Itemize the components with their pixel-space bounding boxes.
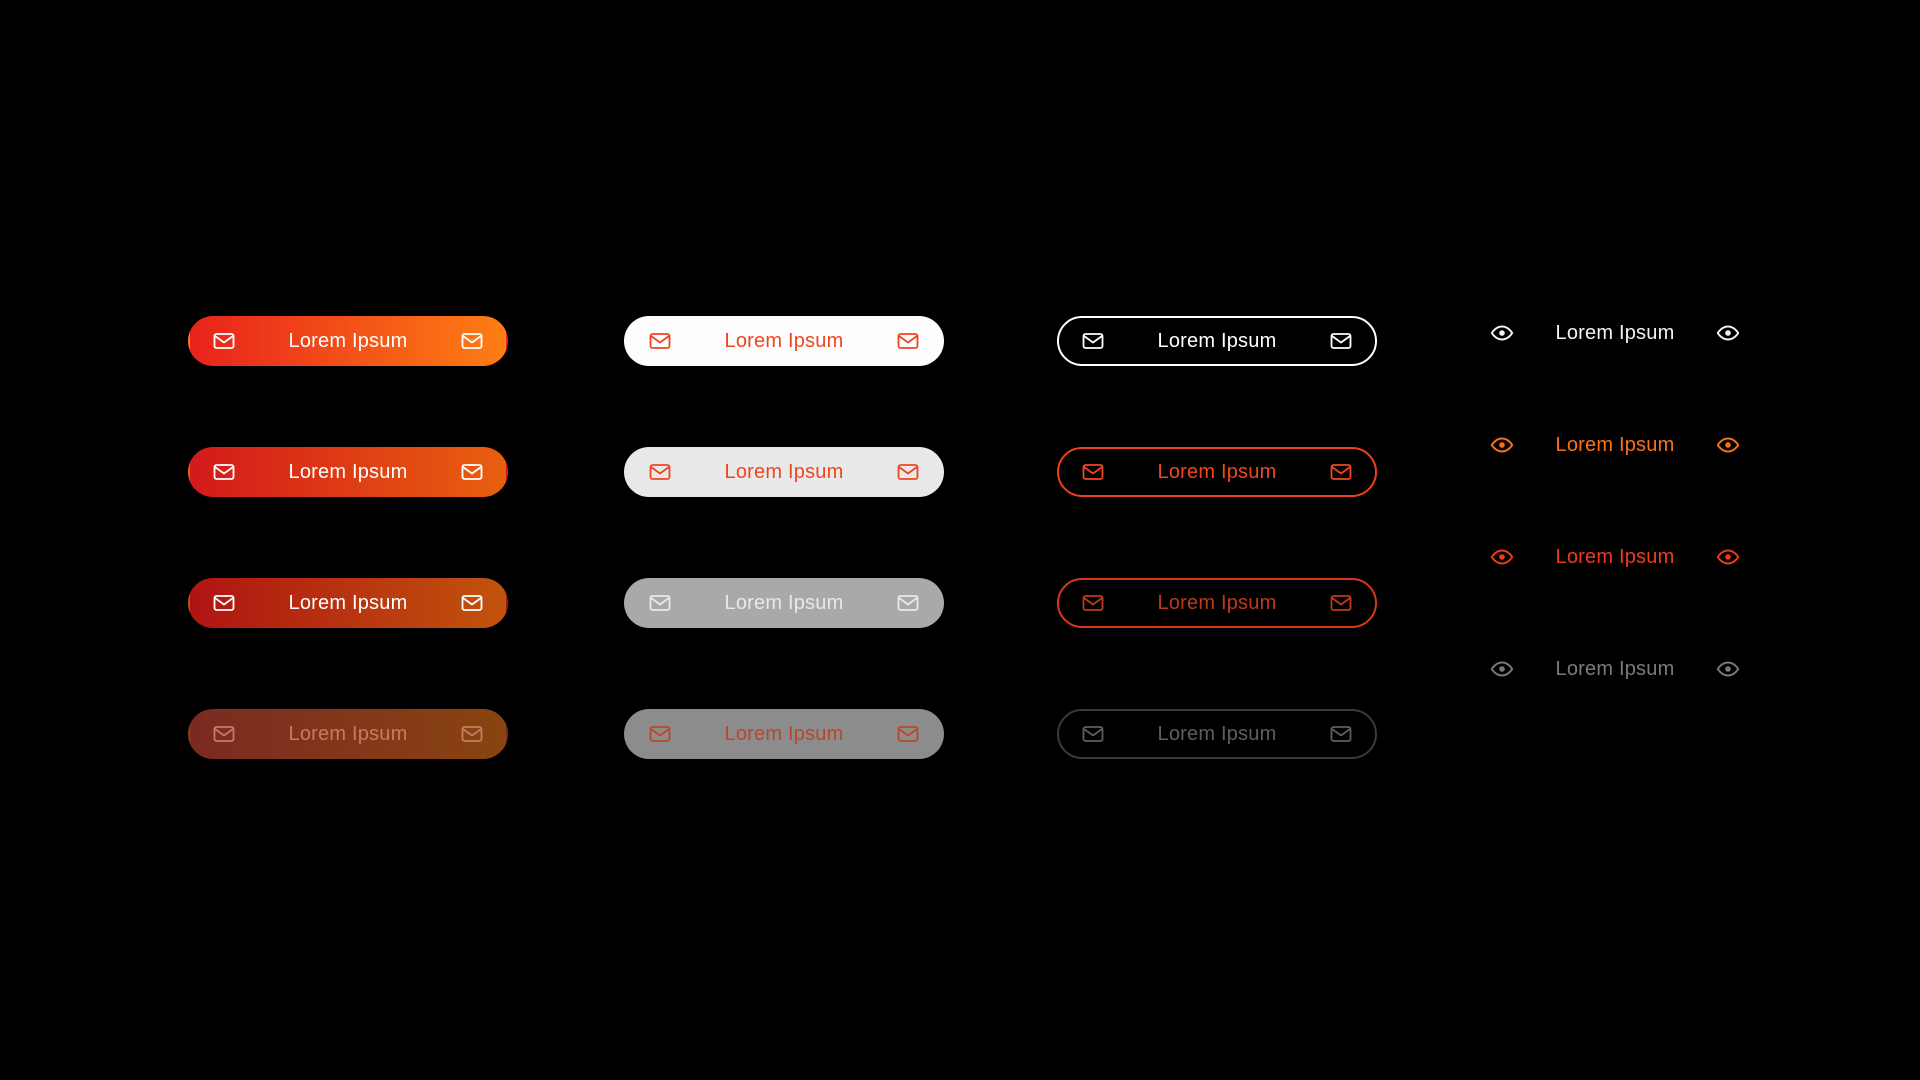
mail-icon — [212, 591, 236, 615]
button-row — [188, 709, 508, 759]
mail-icon — [1329, 722, 1353, 746]
mail-icon — [212, 329, 236, 353]
outline-button-hover[interactable] — [1057, 447, 1377, 497]
button-row — [188, 578, 508, 628]
mail-icon — [896, 460, 920, 484]
mail-icon — [460, 460, 484, 484]
button-label: Lorem Ipsum — [1157, 460, 1277, 483]
button-label: Lorem Ipsum — [1555, 545, 1675, 568]
eye-icon — [1490, 433, 1514, 457]
mail-icon — [896, 591, 920, 615]
button-label: Lorem Ipsum — [288, 591, 408, 614]
outline-button-pressed[interactable] — [1057, 578, 1377, 628]
button-label: Lorem Ipsum — [288, 722, 408, 745]
button-label: Lorem Ipsum — [1157, 591, 1277, 614]
button-label: Lorem Ipsum — [1555, 321, 1675, 344]
filled-button-hover[interactable] — [188, 447, 508, 497]
button-label: Lorem Ipsum — [724, 591, 844, 614]
button-label: Lorem Ipsum — [288, 329, 408, 352]
mail-icon — [1081, 722, 1105, 746]
button-label: Lorem Ipsum — [1157, 329, 1277, 352]
mail-icon — [460, 722, 484, 746]
button-label: Lorem Ipsum — [724, 460, 844, 483]
light-button-hover[interactable] — [624, 447, 944, 497]
mail-icon — [212, 722, 236, 746]
button-row — [188, 316, 508, 366]
eye-icon — [1490, 545, 1514, 569]
eye-icon — [1716, 433, 1740, 457]
outline-button-disabled — [1057, 709, 1377, 759]
mail-icon — [1081, 591, 1105, 615]
mail-icon — [896, 329, 920, 353]
eye-icon — [1490, 321, 1514, 345]
mail-icon — [1081, 329, 1105, 353]
ghost-button-disabled — [1490, 649, 1740, 689]
button-row — [1490, 537, 1740, 577]
mail-icon — [1329, 460, 1353, 484]
button-label: Lorem Ipsum — [1555, 433, 1675, 456]
button-row — [1057, 578, 1377, 628]
ghost-button-default[interactable] — [1490, 313, 1740, 353]
mail-icon — [1329, 591, 1353, 615]
mail-icon — [212, 460, 236, 484]
light-button-pressed[interactable] — [624, 578, 944, 628]
button-row — [1057, 447, 1377, 497]
button-label: Lorem Ipsum — [724, 329, 844, 352]
eye-icon — [1716, 545, 1740, 569]
filled-button-default[interactable] — [188, 316, 508, 366]
button-label: Lorem Ipsum — [1555, 657, 1675, 680]
button-row — [188, 447, 508, 497]
mail-icon — [648, 329, 672, 353]
mail-icon — [460, 329, 484, 353]
mail-icon — [648, 722, 672, 746]
button-label: Lorem Ipsum — [724, 722, 844, 745]
light-button-default[interactable] — [624, 316, 944, 366]
button-row — [1490, 313, 1740, 353]
button-row — [624, 447, 944, 497]
button-row — [1490, 649, 1740, 689]
button-label: Lorem Ipsum — [1157, 722, 1277, 745]
button-row — [1057, 709, 1377, 759]
eye-icon — [1490, 657, 1514, 681]
mail-icon — [460, 591, 484, 615]
button-row — [624, 709, 944, 759]
eye-icon — [1716, 321, 1740, 345]
outline-button-default[interactable] — [1057, 316, 1377, 366]
mail-icon — [648, 591, 672, 615]
eye-icon — [1716, 657, 1740, 681]
ghost-button-pressed[interactable] — [1490, 537, 1740, 577]
mail-icon — [1329, 329, 1353, 353]
light-button-disabled — [624, 709, 944, 759]
mail-icon — [648, 460, 672, 484]
ghost-button-hover[interactable] — [1490, 425, 1740, 465]
mail-icon — [1081, 460, 1105, 484]
button-row — [624, 578, 944, 628]
button-row — [1490, 425, 1740, 465]
button-label: Lorem Ipsum — [288, 460, 408, 483]
mail-icon — [896, 722, 920, 746]
button-row — [624, 316, 944, 366]
button-row — [1057, 316, 1377, 366]
filled-button-disabled — [188, 709, 508, 759]
filled-button-pressed[interactable] — [188, 578, 508, 628]
